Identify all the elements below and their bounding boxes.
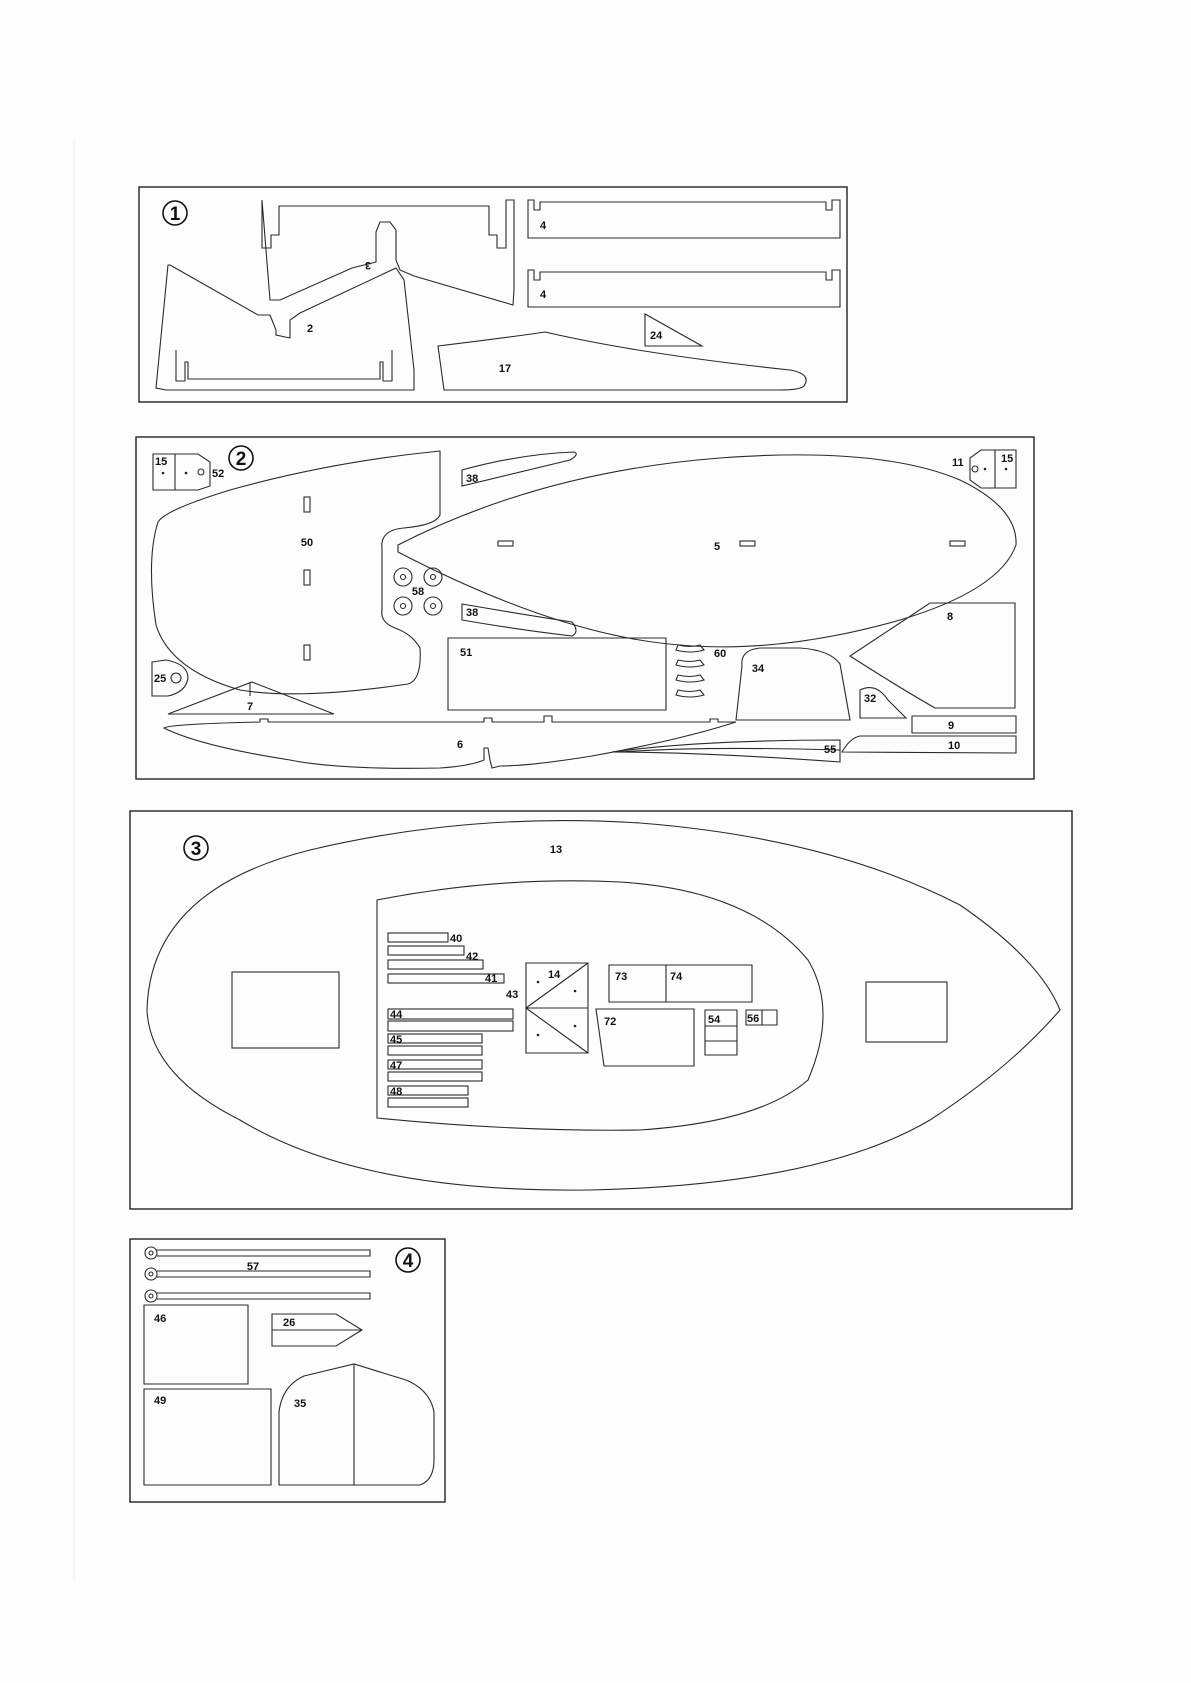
part-55-outline bbox=[612, 740, 840, 762]
sheet-4 bbox=[130, 1239, 445, 1502]
sheet-3-number: 3 bbox=[190, 839, 202, 860]
part-56-label: 56 bbox=[747, 1013, 760, 1025]
part-13-outline bbox=[147, 821, 1060, 1191]
part-15-left-hole bbox=[162, 472, 165, 475]
part-60-cleats bbox=[676, 645, 704, 697]
part-8-label: 8 bbox=[946, 611, 954, 623]
part-46-label: 46 bbox=[154, 1313, 167, 1325]
part-4a-outline bbox=[528, 200, 840, 238]
part-55-label: 55 bbox=[824, 744, 837, 756]
part-34-label: 34 bbox=[751, 663, 765, 675]
part-13-window-right bbox=[866, 982, 947, 1042]
part-50-slot-1 bbox=[304, 497, 310, 512]
part-5-outline bbox=[398, 455, 1016, 647]
part-45-label: 45 bbox=[390, 1034, 403, 1046]
part-72-label: 72 bbox=[604, 1016, 617, 1028]
part-35-outline bbox=[279, 1364, 434, 1485]
part-4a-label: 4 bbox=[540, 220, 547, 232]
part-14-hole-3 bbox=[537, 1034, 540, 1037]
sheet-1-frame bbox=[139, 187, 847, 402]
part-51-label: 51 bbox=[460, 647, 473, 659]
part-60-label: 60 bbox=[714, 648, 727, 660]
sheet-1 bbox=[139, 187, 847, 402]
part-35-label: 35 bbox=[294, 1398, 307, 1410]
part-50-slot-3 bbox=[304, 645, 310, 660]
part-57-rods bbox=[145, 1247, 370, 1302]
sheet-4-frame bbox=[130, 1239, 445, 1502]
part-50-outline bbox=[151, 451, 440, 694]
part-5-slot-1 bbox=[498, 541, 513, 546]
sheet-2-frame bbox=[136, 437, 1034, 779]
part-14-hole-4 bbox=[574, 1025, 577, 1028]
part-42-label: 42 bbox=[466, 951, 479, 963]
part-52-label: 52 bbox=[212, 468, 225, 480]
part-17-outline bbox=[438, 332, 806, 390]
part-10-outline bbox=[842, 736, 1016, 753]
part-38-top-label: 38 bbox=[466, 473, 479, 485]
part-10-label: 10 bbox=[948, 740, 961, 752]
part-13-label: 13 bbox=[549, 844, 563, 856]
part-32-label: 32 bbox=[864, 693, 877, 705]
part-58-label: 58 bbox=[411, 586, 425, 598]
part-50-label: 50 bbox=[300, 537, 314, 549]
part-74-label: 74 bbox=[670, 971, 683, 983]
part-9-outline bbox=[912, 716, 1016, 733]
part-48-label: 48 bbox=[390, 1086, 403, 1098]
strips-group bbox=[388, 933, 513, 1107]
part-15-right-hole bbox=[984, 468, 987, 471]
part-25-label: 25 bbox=[154, 673, 167, 685]
part-24-label: 24 bbox=[650, 330, 663, 342]
part-11-label: 11 bbox=[952, 457, 964, 469]
part-13-window-left bbox=[232, 972, 339, 1048]
part-26-label: 26 bbox=[283, 1317, 296, 1329]
part-3-outline bbox=[262, 200, 514, 305]
part-38-top-outline bbox=[462, 452, 576, 486]
part-34-outline bbox=[736, 648, 850, 720]
part-38-bottom-label: 38 bbox=[466, 607, 479, 619]
part-15-left-hole-2 bbox=[185, 472, 188, 475]
part-14-hole-1 bbox=[537, 981, 540, 984]
part-15-left-pin bbox=[198, 469, 204, 475]
part-2-outline bbox=[156, 265, 414, 390]
part-14-hole-2 bbox=[574, 990, 577, 993]
part-73-label: 73 bbox=[615, 971, 628, 983]
part-50-slot-2 bbox=[304, 570, 310, 585]
sheet-2-number: 2 bbox=[235, 449, 247, 470]
part-5-label: 5 bbox=[713, 541, 721, 553]
sheet-4-number: 4 bbox=[402, 1251, 414, 1272]
sheet-3 bbox=[130, 811, 1072, 1209]
part-41-label: 41 bbox=[485, 973, 498, 985]
part-43-label: 43 bbox=[506, 989, 519, 1001]
part-49-label: 49 bbox=[154, 1395, 167, 1407]
part-51-outline bbox=[448, 638, 666, 710]
sheet-3-frame bbox=[130, 811, 1072, 1209]
part-40-label: 40 bbox=[450, 933, 463, 945]
part-4b-label: 4 bbox=[540, 289, 547, 301]
part-11-pin bbox=[972, 466, 978, 472]
part-4b-outline bbox=[528, 270, 840, 307]
part-5-slot-3 bbox=[950, 541, 965, 546]
part-6-outline bbox=[164, 716, 736, 768]
sheet-1-number: 1 bbox=[169, 204, 181, 225]
part-14-label: 14 bbox=[548, 969, 561, 981]
part-15-right-label: 15 bbox=[1001, 453, 1014, 465]
part-6-label: 6 bbox=[456, 739, 464, 751]
part-47-label: 47 bbox=[390, 1060, 403, 1072]
part-57-label: 57 bbox=[246, 1261, 260, 1273]
part-17-label: 17 bbox=[498, 363, 512, 375]
part-9-label: 9 bbox=[948, 720, 955, 732]
part-54-label: 54 bbox=[708, 1014, 721, 1026]
part-2-label: 2 bbox=[306, 323, 314, 335]
part-3-label: 3 bbox=[364, 259, 372, 271]
sheet-2 bbox=[136, 437, 1034, 779]
part-7-label: 7 bbox=[246, 701, 254, 713]
part-13-inner-cutout bbox=[377, 881, 823, 1130]
part-5-slot-2 bbox=[740, 541, 755, 546]
part-25-hole bbox=[171, 673, 181, 683]
part-15-right-hole-2 bbox=[1005, 468, 1008, 471]
part-15-left-label: 15 bbox=[155, 456, 168, 468]
part-44-label: 44 bbox=[390, 1009, 403, 1021]
